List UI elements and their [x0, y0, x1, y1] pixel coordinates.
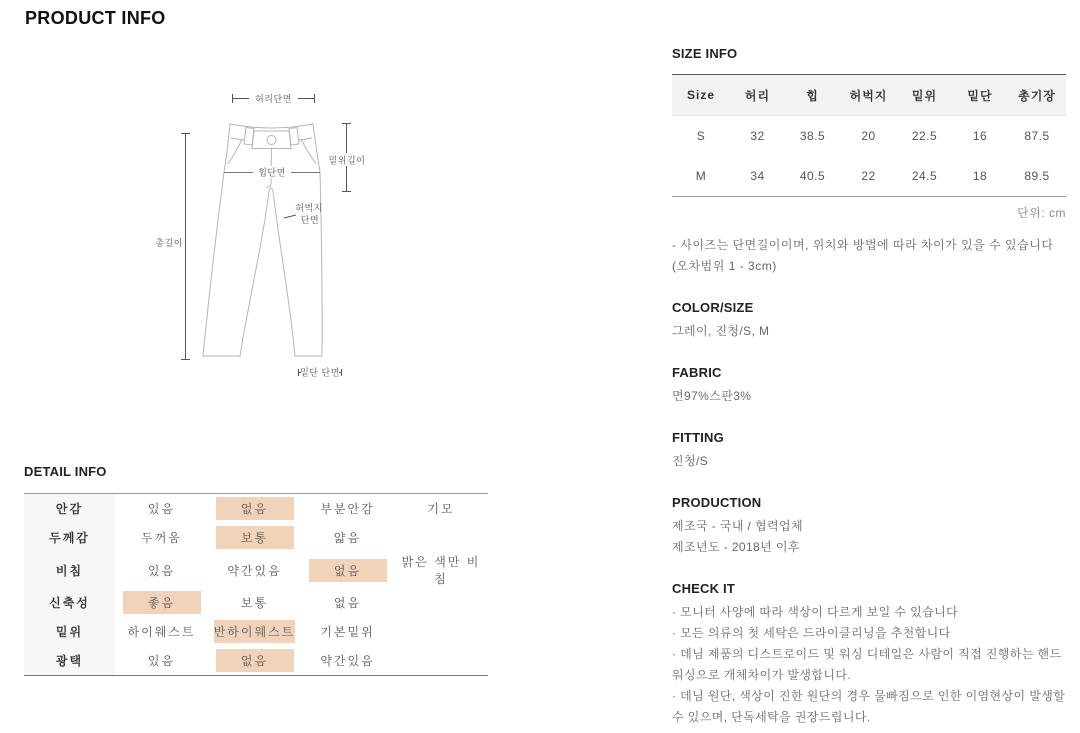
size-col-header: 힙	[806, 88, 819, 103]
section-line: 제조국 - 국내 / 협력업체	[672, 519, 803, 533]
detail-option-cell	[394, 646, 488, 676]
section-line: 제조년도 - 2018년 이후	[672, 540, 800, 554]
size-col-header: 밑단	[967, 88, 993, 103]
hem-label: 밑단 단면	[300, 367, 340, 378]
detail-table-row	[24, 523, 488, 552]
info-section	[672, 365, 1066, 407]
thigh-label-line1: 허벅지	[295, 203, 323, 213]
size-table-body	[672, 116, 1066, 197]
pants-outline	[203, 124, 322, 356]
detail-option-cell: 기모	[427, 502, 455, 516]
hip-label: 힙단면	[258, 167, 286, 178]
size-info-section	[672, 46, 1066, 728]
section-line: 진청/S	[672, 454, 709, 468]
size-cell: 22.5	[911, 129, 938, 143]
size-col-header: 허리	[744, 88, 771, 103]
detail-option-cell	[394, 617, 488, 646]
size-cell: 87.5	[1024, 129, 1050, 143]
size-table	[672, 74, 1066, 197]
detail-row-label: 안감	[24, 494, 115, 524]
detail-option-cell: 기본밑위	[320, 625, 375, 639]
detail-option-cell: 없음	[333, 596, 362, 610]
size-notes	[672, 235, 1066, 277]
detail-table-row	[24, 646, 488, 676]
selected-option-badge: 좋음	[123, 591, 201, 614]
size-table-row	[672, 116, 1066, 157]
thigh-label-line2: 단면	[300, 215, 320, 225]
detail-row-label: 두께감	[24, 523, 115, 552]
size-cell: 24.5	[911, 169, 938, 183]
rise-label: 밑위길이	[328, 155, 366, 166]
detail-option-cell: 밝은 색만 비침	[401, 555, 481, 586]
total-length-label: 총길이	[155, 238, 183, 248]
size-cell: 16	[972, 129, 988, 143]
section-line: 그레이, 진청/S, M	[672, 324, 770, 338]
detail-row-label: 신축성	[24, 588, 115, 617]
size-cell: M	[695, 169, 707, 183]
section-title: PRODUCTION	[672, 495, 762, 510]
detail-option-cell: 보통	[240, 596, 269, 610]
detail-option-cell: 있음	[147, 563, 176, 578]
size-cell: 34	[750, 169, 765, 183]
detail-option-cell: 하이웨스트	[127, 625, 196, 639]
size-cell: 20	[861, 129, 876, 143]
size-cell: 89.5	[1024, 169, 1050, 183]
detail-table-row	[24, 617, 488, 646]
detail-option-cell: 부분안감	[320, 502, 375, 516]
detail-option-cell	[208, 617, 301, 646]
size-col-header: 허벅지	[849, 88, 888, 103]
size-info-title: SIZE INFO	[672, 46, 738, 61]
detail-option-cell	[394, 523, 488, 552]
detail-option-cell: 있음	[147, 502, 176, 516]
detail-option-cell: 얇음	[333, 531, 362, 545]
selected-option-badge: 보통	[216, 526, 294, 549]
size-cell: 18	[972, 169, 988, 183]
detail-option-cell: 두꺼움	[141, 531, 182, 545]
detail-option-cell	[208, 494, 301, 524]
selected-option-badge: 반하이웨스트	[214, 620, 296, 643]
selected-option-badge: 없음	[309, 559, 387, 582]
page-title: PRODUCT INFO	[25, 8, 166, 28]
detail-option-cell: 있음	[147, 654, 176, 668]
size-col-header: 밑위	[911, 88, 938, 103]
section-line: · 모니터 사양에 따라 색상이 다르게 보일 수 있습니다	[672, 605, 959, 619]
detail-option-cell	[301, 552, 394, 588]
size-cell: 32	[750, 129, 765, 143]
detail-table-row	[24, 552, 488, 588]
selected-option-badge: 없음	[216, 649, 294, 672]
button-icon	[267, 136, 276, 145]
detail-option-cell: 약간있음	[320, 654, 375, 668]
size-cell: 38.5	[799, 129, 826, 143]
detail-option-cell	[115, 588, 208, 617]
section-line: · 데님 제품의 디스트로이드 및 워싱 디테일은 사람이 직접 진행하는 핸드 워싱으로 개체차이가 발생합니다.	[672, 647, 1062, 682]
selected-option-badge: 없음	[216, 497, 294, 520]
size-table-row	[672, 156, 1066, 197]
info-section	[672, 300, 1066, 342]
section-line: · 데님 원단, 색상이 진한 원단의 경우 물빠짐으로 인한 이염현상이 발생할 수 있으며, 단독세탁을 권장드립니다.	[672, 689, 1066, 724]
detail-option-cell: 약간있음	[227, 563, 282, 578]
waist-label: 허리단면	[255, 94, 292, 104]
section-title: COLOR/SIZE	[672, 300, 754, 315]
info-section	[672, 430, 1066, 472]
info-section	[672, 581, 1066, 728]
size-col-header: Size	[686, 88, 715, 102]
unit-label: 단위: cm	[1017, 206, 1066, 220]
info-sections	[672, 300, 1066, 728]
info-section	[672, 495, 1066, 558]
detail-table-row	[24, 494, 488, 524]
section-title: FITTING	[672, 430, 724, 445]
section-title: CHECK IT	[672, 581, 735, 596]
detail-row-label: 비침	[24, 552, 115, 588]
detail-option-cell	[208, 646, 301, 676]
detail-table	[24, 493, 488, 676]
detail-option-cell	[394, 588, 488, 617]
size-table-header	[672, 75, 1066, 116]
detail-row-label: 밑위	[24, 617, 115, 646]
section-line: 면97%스판3%	[672, 389, 752, 403]
size-table-header-row	[672, 75, 1066, 116]
size-col-header: 총기장	[1018, 88, 1056, 103]
pants-measurement-diagram	[150, 75, 440, 405]
section-line: · 모든 의류의 첫 세탁은 드라이클리닝을 추천합니다	[672, 626, 951, 640]
section-title: FABRIC	[672, 365, 722, 380]
size-cell: S	[696, 129, 706, 143]
detail-row-label: 광택	[24, 646, 115, 676]
detail-table-row	[24, 588, 488, 617]
size-note-line: (오차범위 1 - 3cm)	[672, 259, 777, 273]
detail-info-title: DETAIL INFO	[24, 464, 107, 479]
detail-info-section	[24, 464, 488, 676]
detail-table-body	[24, 494, 488, 676]
size-cell: 22	[861, 169, 876, 183]
size-cell: 40.5	[799, 169, 826, 183]
detail-option-cell	[208, 523, 301, 552]
size-note-line: - 사이즈는 단면길이이며, 위치와 방법에 따라 차이가 있을 수 있습니다	[672, 238, 1054, 252]
